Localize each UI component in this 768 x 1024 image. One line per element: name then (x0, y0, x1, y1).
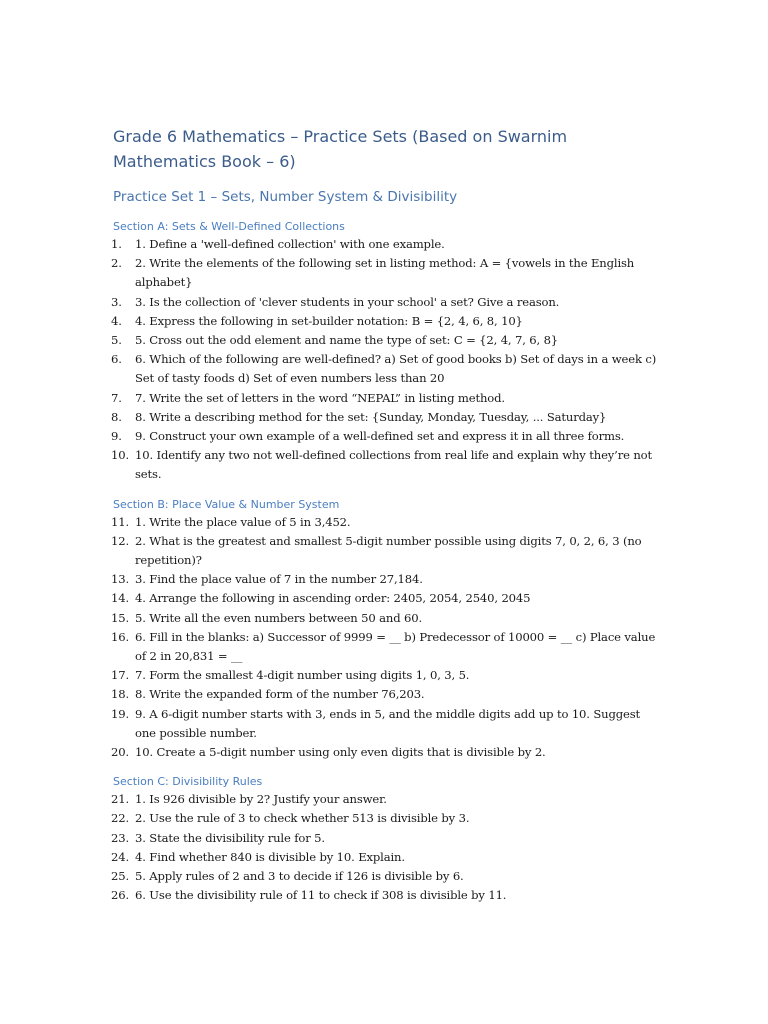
question-item (113, 427, 658, 446)
question-text: 1. Is 926 divisible by 2? Justify your answer. (135, 792, 387, 807)
question-number: 25. (111, 869, 129, 884)
question-text: 3. Find the place value of 7 in the number 27,184. (135, 572, 423, 587)
question-number: 6. (111, 352, 122, 367)
question-text: 9. Construct your own example of a well-defined set and express it in all three forms. (135, 429, 625, 444)
question-item (113, 790, 658, 809)
section-b-questions (113, 513, 658, 763)
question-number: 1. (111, 237, 122, 251)
question-number: 8. (111, 409, 122, 424)
question-item (113, 254, 658, 292)
question-number: 22. (111, 811, 129, 826)
question-item (113, 350, 658, 388)
question-number: 18. (111, 687, 129, 702)
question-item (113, 705, 658, 743)
question-item (113, 829, 658, 848)
question-text: 3. State the divisibility rule for 5. (135, 830, 325, 845)
question-item (113, 609, 658, 628)
question-item (113, 312, 658, 331)
document-page (113, 124, 658, 906)
document-title: Grade 6 Mathematics – Practice Sets (Based on Swarnim Mathematics Book – 6) (113, 127, 568, 171)
question-number: 4. (111, 313, 122, 328)
question-item (113, 235, 658, 254)
question-text: 4. Express the following in set-builder notation: B = {2, 4, 6, 8, 10} (135, 313, 523, 328)
question-item (113, 848, 658, 867)
question-text: 2. Write the elements of the following set in listing method: A = {vowels in the English alphabet} (135, 256, 635, 290)
question-text: 1. Define a 'well-defined collection' with one example. (135, 237, 445, 251)
question-text: 5. Write all the even numbers between 50 and 60. (135, 610, 422, 625)
question-text: 4. Arrange the following in ascending order: 2405, 2054, 2540, 2045 (135, 591, 531, 606)
question-text: 2. Use the rule of 3 to check whether 513 is divisible by 3. (135, 811, 470, 826)
question-number: 11. (111, 514, 129, 529)
question-text: 7. Form the smallest 4-digit number using digits 1, 0, 3, 5. (135, 668, 470, 683)
question-number: 20. (111, 745, 129, 760)
question-number: 15. (111, 610, 129, 625)
question-text: 1. Write the place value of 5 in 3,452. (135, 514, 351, 529)
question-text: 2. What is the greatest and smallest 5-digit number possible using digits 7, 0, 2, 6, 3 (no repetition)? (135, 533, 642, 568)
question-item (113, 685, 658, 704)
question-item (113, 331, 658, 350)
question-text: 9. A 6-digit number starts with 3, ends in 5, and the middle digits add up to 10. Suggest one possible number. (135, 706, 641, 740)
section-c-questions (113, 790, 658, 905)
question-text: 5. Apply rules of 2 and 3 to decide if 126 is divisible by 6. (135, 869, 464, 884)
question-number: 14. (111, 591, 129, 606)
question-text: 8. Write a describing method for the set: {Sunday, Monday, Tuesday, ... Saturday} (135, 409, 607, 424)
question-number: 5. (111, 333, 122, 348)
question-item (113, 446, 658, 484)
question-item (113, 570, 658, 589)
practice-set-title: Practice Set 1 – Sets, Number System & Divisibility (113, 189, 458, 205)
question-number: 26. (111, 888, 129, 903)
question-number: 16. (111, 629, 129, 644)
question-number: 24. (111, 849, 129, 864)
question-item (113, 513, 658, 532)
question-item (113, 809, 658, 828)
question-number: 19. (111, 706, 129, 721)
section-a (113, 219, 658, 485)
question-text: 5. Cross out the odd element and name the type of set: C = {2, 4, 7, 6, 8} (135, 333, 559, 348)
question-item (113, 886, 658, 905)
question-text: 10. Identify any two not well-defined collections from real life and explain why they’re not sets. (135, 448, 653, 482)
question-number: 9. (111, 429, 122, 444)
question-item (113, 408, 658, 427)
question-text: 10. Create a 5-digit number using only even digits that is divisible by 2. (135, 745, 546, 760)
question-number: 7. (111, 390, 122, 405)
question-text: 6. Fill in the blanks: a) Successor of 9999 = __ b) Predecessor of 10000 = __ c) Place value of 2 in 20,831 = __ (135, 629, 656, 664)
question-number: 13. (111, 572, 129, 587)
question-number: 21. (111, 792, 129, 807)
section-a-heading: Section A: Sets & Well-Defined Collections (113, 220, 345, 233)
section-b (113, 497, 658, 763)
question-item (113, 293, 658, 312)
question-number: 10. (111, 448, 129, 463)
section-c (113, 774, 658, 905)
section-a-questions (113, 235, 658, 485)
question-text: 8. Write the expanded form of the number 76,203. (135, 687, 425, 702)
question-item (113, 867, 658, 886)
question-number: 3. (111, 294, 122, 309)
question-item (113, 389, 658, 408)
question-number: 17. (111, 668, 129, 683)
question-item (113, 743, 658, 762)
question-number: 12. (111, 533, 129, 548)
question-item (113, 532, 658, 570)
question-item (113, 666, 658, 685)
question-item (113, 628, 658, 666)
question-text: 6. Use the divisibility rule of 11 to check if 308 is divisible by 11. (135, 888, 507, 903)
question-item (113, 589, 658, 608)
question-text: 7. Write the set of letters in the word “NEPAL” in listing method. (135, 390, 505, 405)
section-c-heading: Section C: Divisibility Rules (113, 775, 263, 789)
question-number: 23. (111, 830, 129, 845)
question-text: 3. Is the collection of 'clever students in your school' a set? Give a reason. (135, 294, 560, 309)
question-text: 4. Find whether 840 is divisible by 10. Explain. (135, 849, 405, 864)
question-number: 2. (111, 256, 122, 271)
question-text: 6. Which of the following are well-defined? a) Set of good books b) Set of days in a week c) Set of tasty foods d) Set of even numbers less than 20 (135, 352, 657, 386)
section-b-heading: Section B: Place Value & Number System (113, 497, 340, 511)
